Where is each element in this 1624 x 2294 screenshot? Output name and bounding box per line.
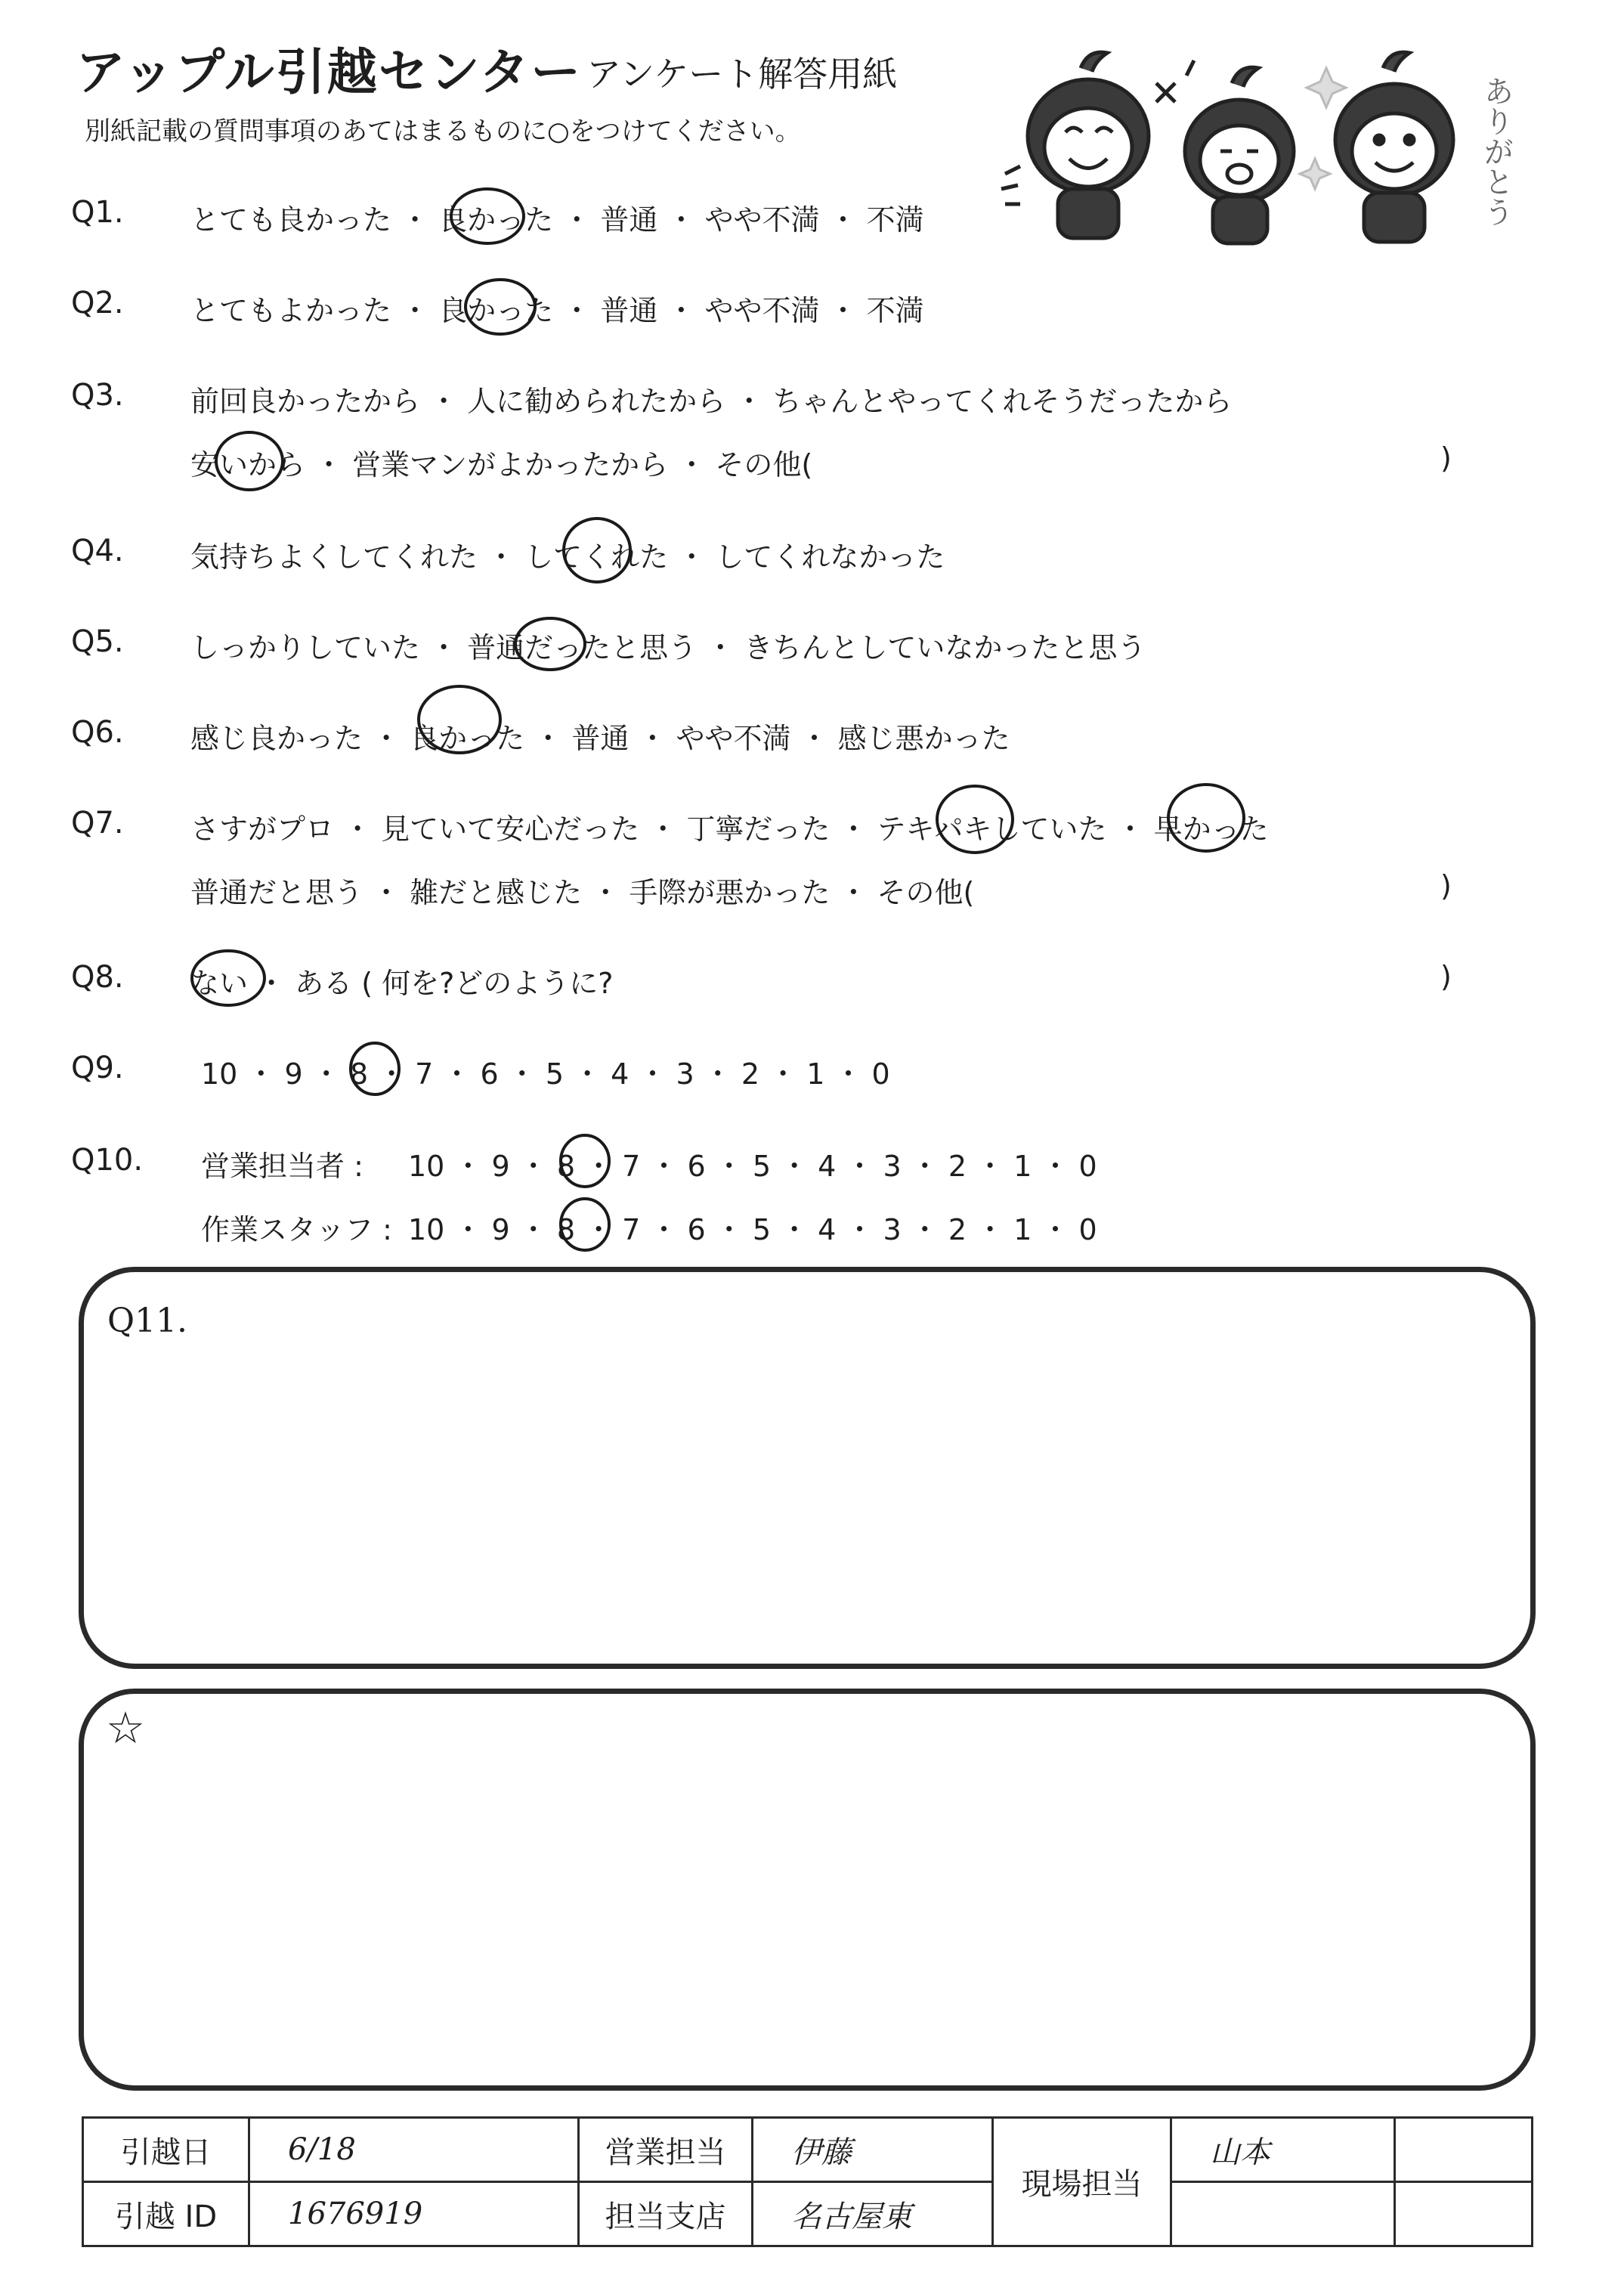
q9-rating-scale[interactable]: 10 ・ 9 ・ 8 ・ 7 ・ 6 ・ 5 ・ 4 ・ 3 ・ 2 ・ 1 ・ 0 — [201, 1057, 890, 1091]
q10-sales-scale[interactable]: 10 ・ 9 ・ 8 ・ 7 ・ 6 ・ 5 ・ 4 ・ 3 ・ 2 ・ 1 ・ 0 — [408, 1150, 1097, 1183]
q2-label: Q2. — [71, 286, 124, 320]
branch-value[interactable]: 名古屋東 — [753, 2182, 993, 2246]
q6-options[interactable]: 感じ良かった ・ 良かった ・ 普通 ・ やや不満 ・ 感じ悪かった — [190, 722, 1010, 755]
q10-sales-label: 営業担当者 : — [201, 1150, 363, 1183]
move-id-label: 引越 ID — [83, 2182, 249, 2246]
form-subtitle: アンケート解答用紙 — [586, 54, 898, 94]
q7-label: Q7. — [71, 806, 124, 841]
q7-options-line1[interactable]: さすがプロ ・ 見ていて安心だった ・ 丁寧だった ・ テキパキしていた ・ 早かった — [190, 813, 1269, 846]
field-rep-value[interactable]: 山本 — [1171, 2118, 1395, 2182]
move-date-label: 引越日 — [83, 2118, 249, 2182]
extra-cell-top[interactable] — [1395, 2118, 1533, 2182]
instruction-text: 別紙記載の質問事項のあてはまるものに○をつけてください。 — [85, 116, 801, 147]
q8-options[interactable]: ない ・ ある ( 何を?どのように? — [190, 967, 614, 1000]
q3-options-line1[interactable]: 前回良かったから ・ 人に勧められたから ・ ちゃんとやってくれそうだったから — [190, 385, 1233, 418]
branch-label: 担当支店 — [579, 2182, 753, 2246]
q10-label: Q10. — [71, 1143, 144, 1178]
q2-options[interactable]: とてもよかった ・ 良かった ・ 普通 ・ やや不満 ・ 不満 — [190, 294, 924, 327]
q7-close-paren: ) — [1440, 869, 1452, 902]
star-comment-box[interactable] — [79, 1689, 1536, 2091]
star-label: ☆ — [106, 1702, 145, 1754]
sales-rep-label: 営業担当 — [579, 2118, 753, 2182]
q7-options-line2[interactable]: 普通だと思う ・ 雑だと感じた ・ 手際が悪かった ・ その他( — [190, 876, 975, 909]
mascot-monkeys-illustration — [982, 45, 1527, 249]
q6-label: Q6. — [71, 715, 124, 750]
moving-info-table — [82, 2116, 1533, 2247]
thanks-text: ありがとう — [1479, 76, 1514, 227]
q10-staff-label: 作業スタッフ : — [201, 1213, 392, 1246]
q9-label: Q9. — [71, 1051, 124, 1085]
q5-label: Q5. — [71, 624, 124, 659]
move-id-value[interactable]: 1676919 — [249, 2182, 579, 2246]
q4-label: Q4. — [71, 534, 124, 568]
q11-comment-box[interactable] — [79, 1267, 1536, 1669]
q5-options[interactable]: しっかりしていた ・ 普通だったと思う ・ きちんとしていなかったと思う — [190, 631, 1146, 664]
q1-options[interactable]: とても良かった ・ 良かった ・ 普通 ・ やや不満 ・ 不満 — [190, 203, 924, 237]
q3-options-line2[interactable]: 安いから ・ 営業マンがよかったから ・ その他( — [190, 448, 813, 481]
q3-label: Q3. — [71, 378, 124, 413]
q4-options[interactable]: 気持ちよくしてくれた ・ してくれた ・ してくれなかった — [190, 540, 945, 574]
field-rep-extra-cell[interactable] — [1171, 2182, 1395, 2246]
sales-rep-value[interactable]: 伊藤 — [753, 2118, 993, 2182]
brand-title: アップル引越センター — [76, 43, 583, 101]
q1-label: Q1. — [71, 195, 124, 230]
q11-label: Q11. — [107, 1302, 188, 1340]
q3-close-paren: ) — [1440, 441, 1452, 475]
q8-label: Q8. — [71, 960, 124, 995]
q8-close-paren: ) — [1440, 960, 1452, 993]
move-date-value[interactable]: 6/18 — [249, 2118, 579, 2182]
extra-cell-bottom[interactable] — [1395, 2182, 1533, 2246]
field-rep-label: 現場担当 — [993, 2118, 1171, 2246]
q10-staff-scale[interactable]: 10 ・ 9 ・ 8 ・ 7 ・ 6 ・ 5 ・ 4 ・ 3 ・ 2 ・ 1 ・ 0 — [408, 1213, 1097, 1246]
